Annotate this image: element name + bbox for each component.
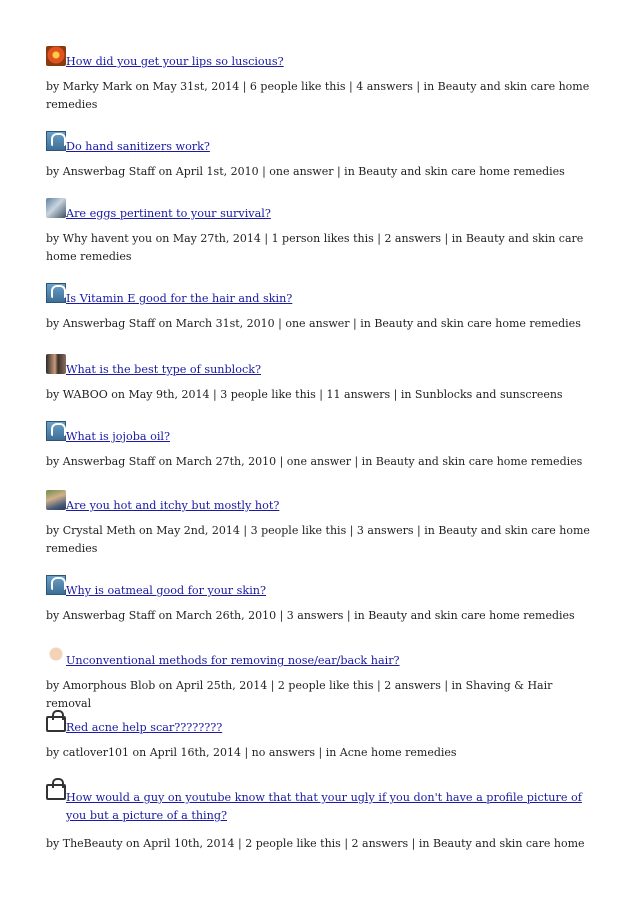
user-photo-icon [46,198,66,218]
list-item [46,354,596,404]
default-avatar-icon [46,784,66,800]
question-link[interactable]: Why is oatmeal good for your skin? [66,584,266,597]
flower-icon [46,46,66,66]
question-meta: by Crystal Meth on May 2nd, 2014 | 3 people like this | 3 answers | in Beauty and skin care home remedies [46,524,590,555]
face-icon [46,645,66,665]
question-meta: by Answerbag Staff on March 26th, 2010 | 3 answers | in Beauty and skin care home remedies [46,609,575,622]
question-meta: by Why havent you on May 27th, 2014 | 1 person likes this | 2 answers | in Beauty and skin care home remedies [46,232,584,263]
question-link[interactable]: How did you get your lips so luscious? [66,55,284,68]
question-meta: by Answerbag Staff on April 1st, 2010 | one answer | in Beauty and skin care home remedies [46,165,565,178]
question-link[interactable]: How would a guy on youtube know that that your ugly if you don't have a profile picture of you but a picture of a thing? [66,791,582,822]
question-meta: by Answerbag Staff on March 31st, 2010 | one answer | in Beauty and skin care home remedies [46,317,581,330]
question-link[interactable]: What is jojoba oil? [66,430,170,443]
question-link[interactable]: Are eggs pertinent to your survival? [66,207,271,220]
list-item [46,198,596,266]
list-item [46,575,596,625]
default-avatar-icon [46,716,66,732]
question-icon [46,421,66,441]
question-link[interactable]: Red acne help scar???????? [66,721,223,734]
list-item [46,131,596,181]
question-link[interactable]: Are you hot and itchy but mostly hot? [66,499,280,512]
list-item [46,421,596,471]
question-link[interactable]: Is Vitamin E good for the hair and skin? [66,292,293,305]
user-photo-icon [46,354,66,374]
list-item [46,780,596,853]
question-link[interactable]: What is the best type of sunblock? [66,363,262,376]
question-meta: by catlover101 on April 16th, 2014 | no answers | in Acne home remedies [46,746,457,759]
list-item [46,283,596,333]
question-meta: by Answerbag Staff on March 27th, 2010 | one answer | in Beauty and skin care home remedies [46,455,583,468]
question-link[interactable]: Do hand sanitizers work? [66,140,210,153]
question-icon [46,131,66,151]
list-item [46,46,596,114]
list-item [46,490,596,558]
question-meta: by Amorphous Blob on April 25th, 2014 | 2 people like this | 2 answers | in Shaving & Hair removal [46,679,553,710]
question-meta: by Marky Mark on May 31st, 2014 | 6 people like this | 4 answers | in Beauty and skin care home remedies [46,80,590,111]
question-icon [46,575,66,595]
question-icon [46,283,66,303]
question-meta: by WABOO on May 9th, 2014 | 3 people like this | 11 answers | in Sunblocks and sunscreens [46,388,563,401]
user-photo-icon [46,490,66,510]
list-item [46,712,596,762]
question-link[interactable]: Unconventional methods for removing nose/ear/back hair? [66,654,400,667]
question-meta: by TheBeauty on April 10th, 2014 | 2 people like this | 2 answers | in Beauty and skin care home [46,837,585,850]
list-item [46,645,596,713]
